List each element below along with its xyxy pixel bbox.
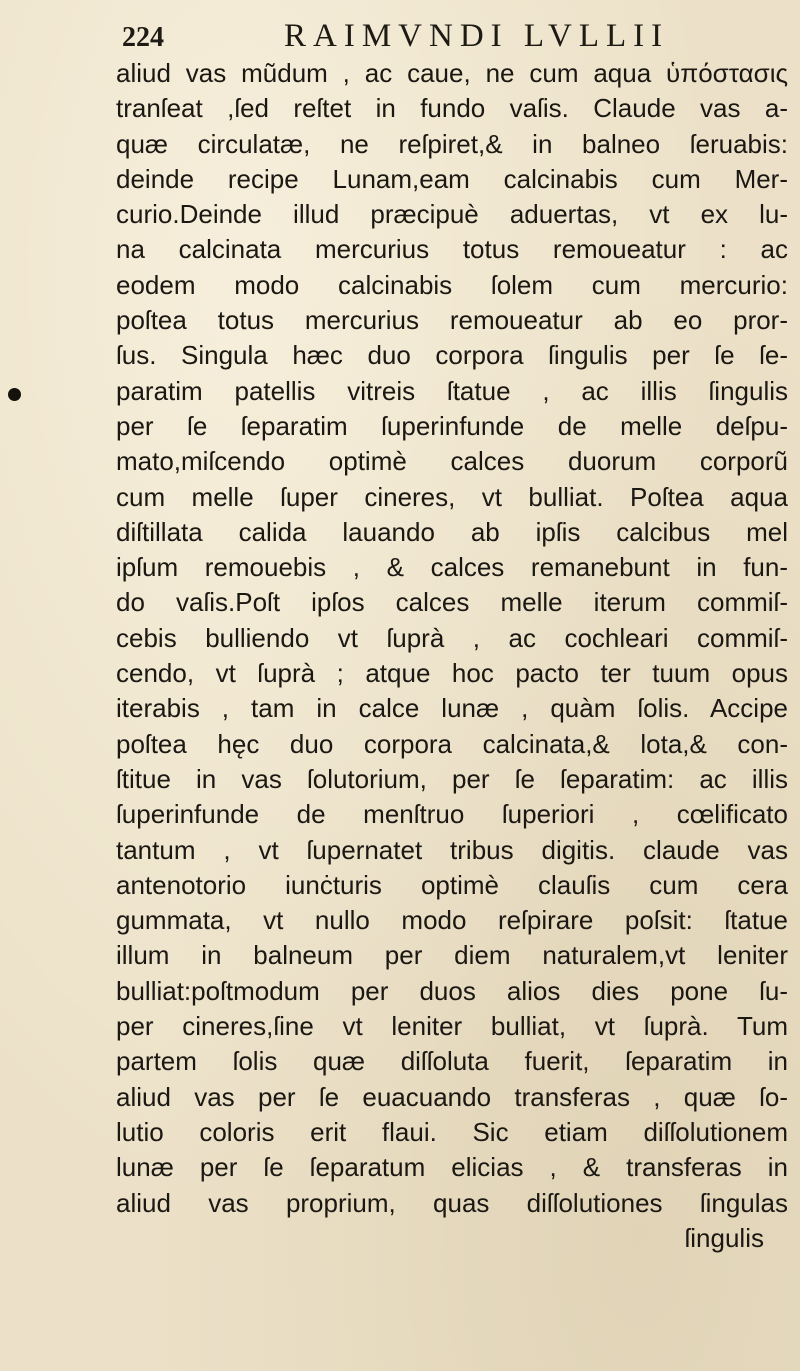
body-text xyxy=(116,56,788,1256)
text-line: cebis bulliendo vt ſuprà , ac cochleari commiſ- xyxy=(116,622,788,653)
text-line: lunæ per ſe ſeparatum elicias , & transferas in xyxy=(116,1152,788,1183)
text-line: tantum , vt ſupernatet tribus digitis. claude vas xyxy=(116,834,788,865)
text-line: poſtea totus mercurius remoueatur ab eo pror- xyxy=(116,305,788,336)
text-line: quæ circulatæ, ne reſpiret,& in balneo ſeruabis: xyxy=(116,128,788,159)
text-line: illum in balneum per diem naturalem,vt leniter xyxy=(116,940,788,971)
text-line: partem ſolis quæ diſſoluta fuerit, ſeparatim in xyxy=(116,1046,788,1077)
text-line: deinde recipe Lunam,eam calcinabis cum Mer- xyxy=(116,163,788,194)
page-number: 224 xyxy=(122,22,164,53)
page-header xyxy=(122,18,682,58)
text-line: iterabis , tam in calce lunæ , quàm ſolis. Accipe xyxy=(116,693,788,724)
margin-dot-mark xyxy=(8,388,21,401)
text-line: eodem modo calcinabis ſolem cum mercurio: xyxy=(116,269,788,300)
text-line: aliud vas per ſe euacuando transferas , quæ ſo- xyxy=(116,1081,788,1112)
text-line: gummata, vt nullo modo reſpirare poſsit: ſtatue xyxy=(116,905,788,936)
text-line: curio.Deinde illud præcipuè aduertas, vt ex lu- xyxy=(116,199,788,230)
catchword: ſingulis xyxy=(684,1222,764,1253)
text-line: ſus. Singula hæc duo corpora ſingulis per ſe ſe- xyxy=(116,340,788,371)
text-line: do vaſis.Poſt ipſos calces melle iterum commiſ- xyxy=(116,587,788,618)
running-head: RAIMVNDI LVLLII xyxy=(284,18,670,54)
text-line: per ſe ſeparatim ſuperinfunde de melle deſpu- xyxy=(116,410,788,441)
text-line: antenotorio iunċturis optimè clauſis cum cera xyxy=(116,869,788,900)
text-line: per cineres,ſine vt leniter bulliat, vt ſuprà. Tum xyxy=(116,1011,788,1042)
text-line: ſtitue in vas ſolutorium, per ſe ſeparatim: ac illis xyxy=(116,763,788,794)
text-line: bulliat:poſtmodum per duos alios dies pone ſu- xyxy=(116,975,788,1006)
text-line: mato,miſcendo optimè calces duorum corporũ xyxy=(116,446,788,477)
text-line: cum melle ſuper cineres, vt bulliat. Poſtea aqua xyxy=(116,481,788,512)
text-line: tranſeat ,ſed reſtet in fundo vaſis. Claude vas a- xyxy=(116,93,788,124)
text-line: cendo, vt ſuprà ; atque hoc pacto ter tuum opus xyxy=(116,658,788,689)
text-line: paratim patellis vitreis ſtatue , ac illis ſingulis xyxy=(116,375,788,406)
text-line: aliud vas proprium, quas diſſolutiones ſingulas xyxy=(116,1187,788,1218)
text-line: lutio coloris erit flaui. Sic etiam diſſolutionem xyxy=(116,1116,788,1147)
text-line: ipſum remouebis , & calces remanebunt in fun- xyxy=(116,552,788,583)
text-line: diſtillata calida lauando ab ipſis calcibus mel xyxy=(116,516,788,547)
text-line: aliud vas mũdum , ac caue, ne cum aqua ὑπόστασις xyxy=(116,58,788,88)
text-line: ſuperinfunde de menſtruo ſuperiori , cœlificato xyxy=(116,799,788,830)
text-line: poſtea hęc duo corpora calcinata,& lota,& con- xyxy=(116,728,788,759)
text-line: na calcinata mercurius totus remoueatur : ac xyxy=(116,234,788,265)
